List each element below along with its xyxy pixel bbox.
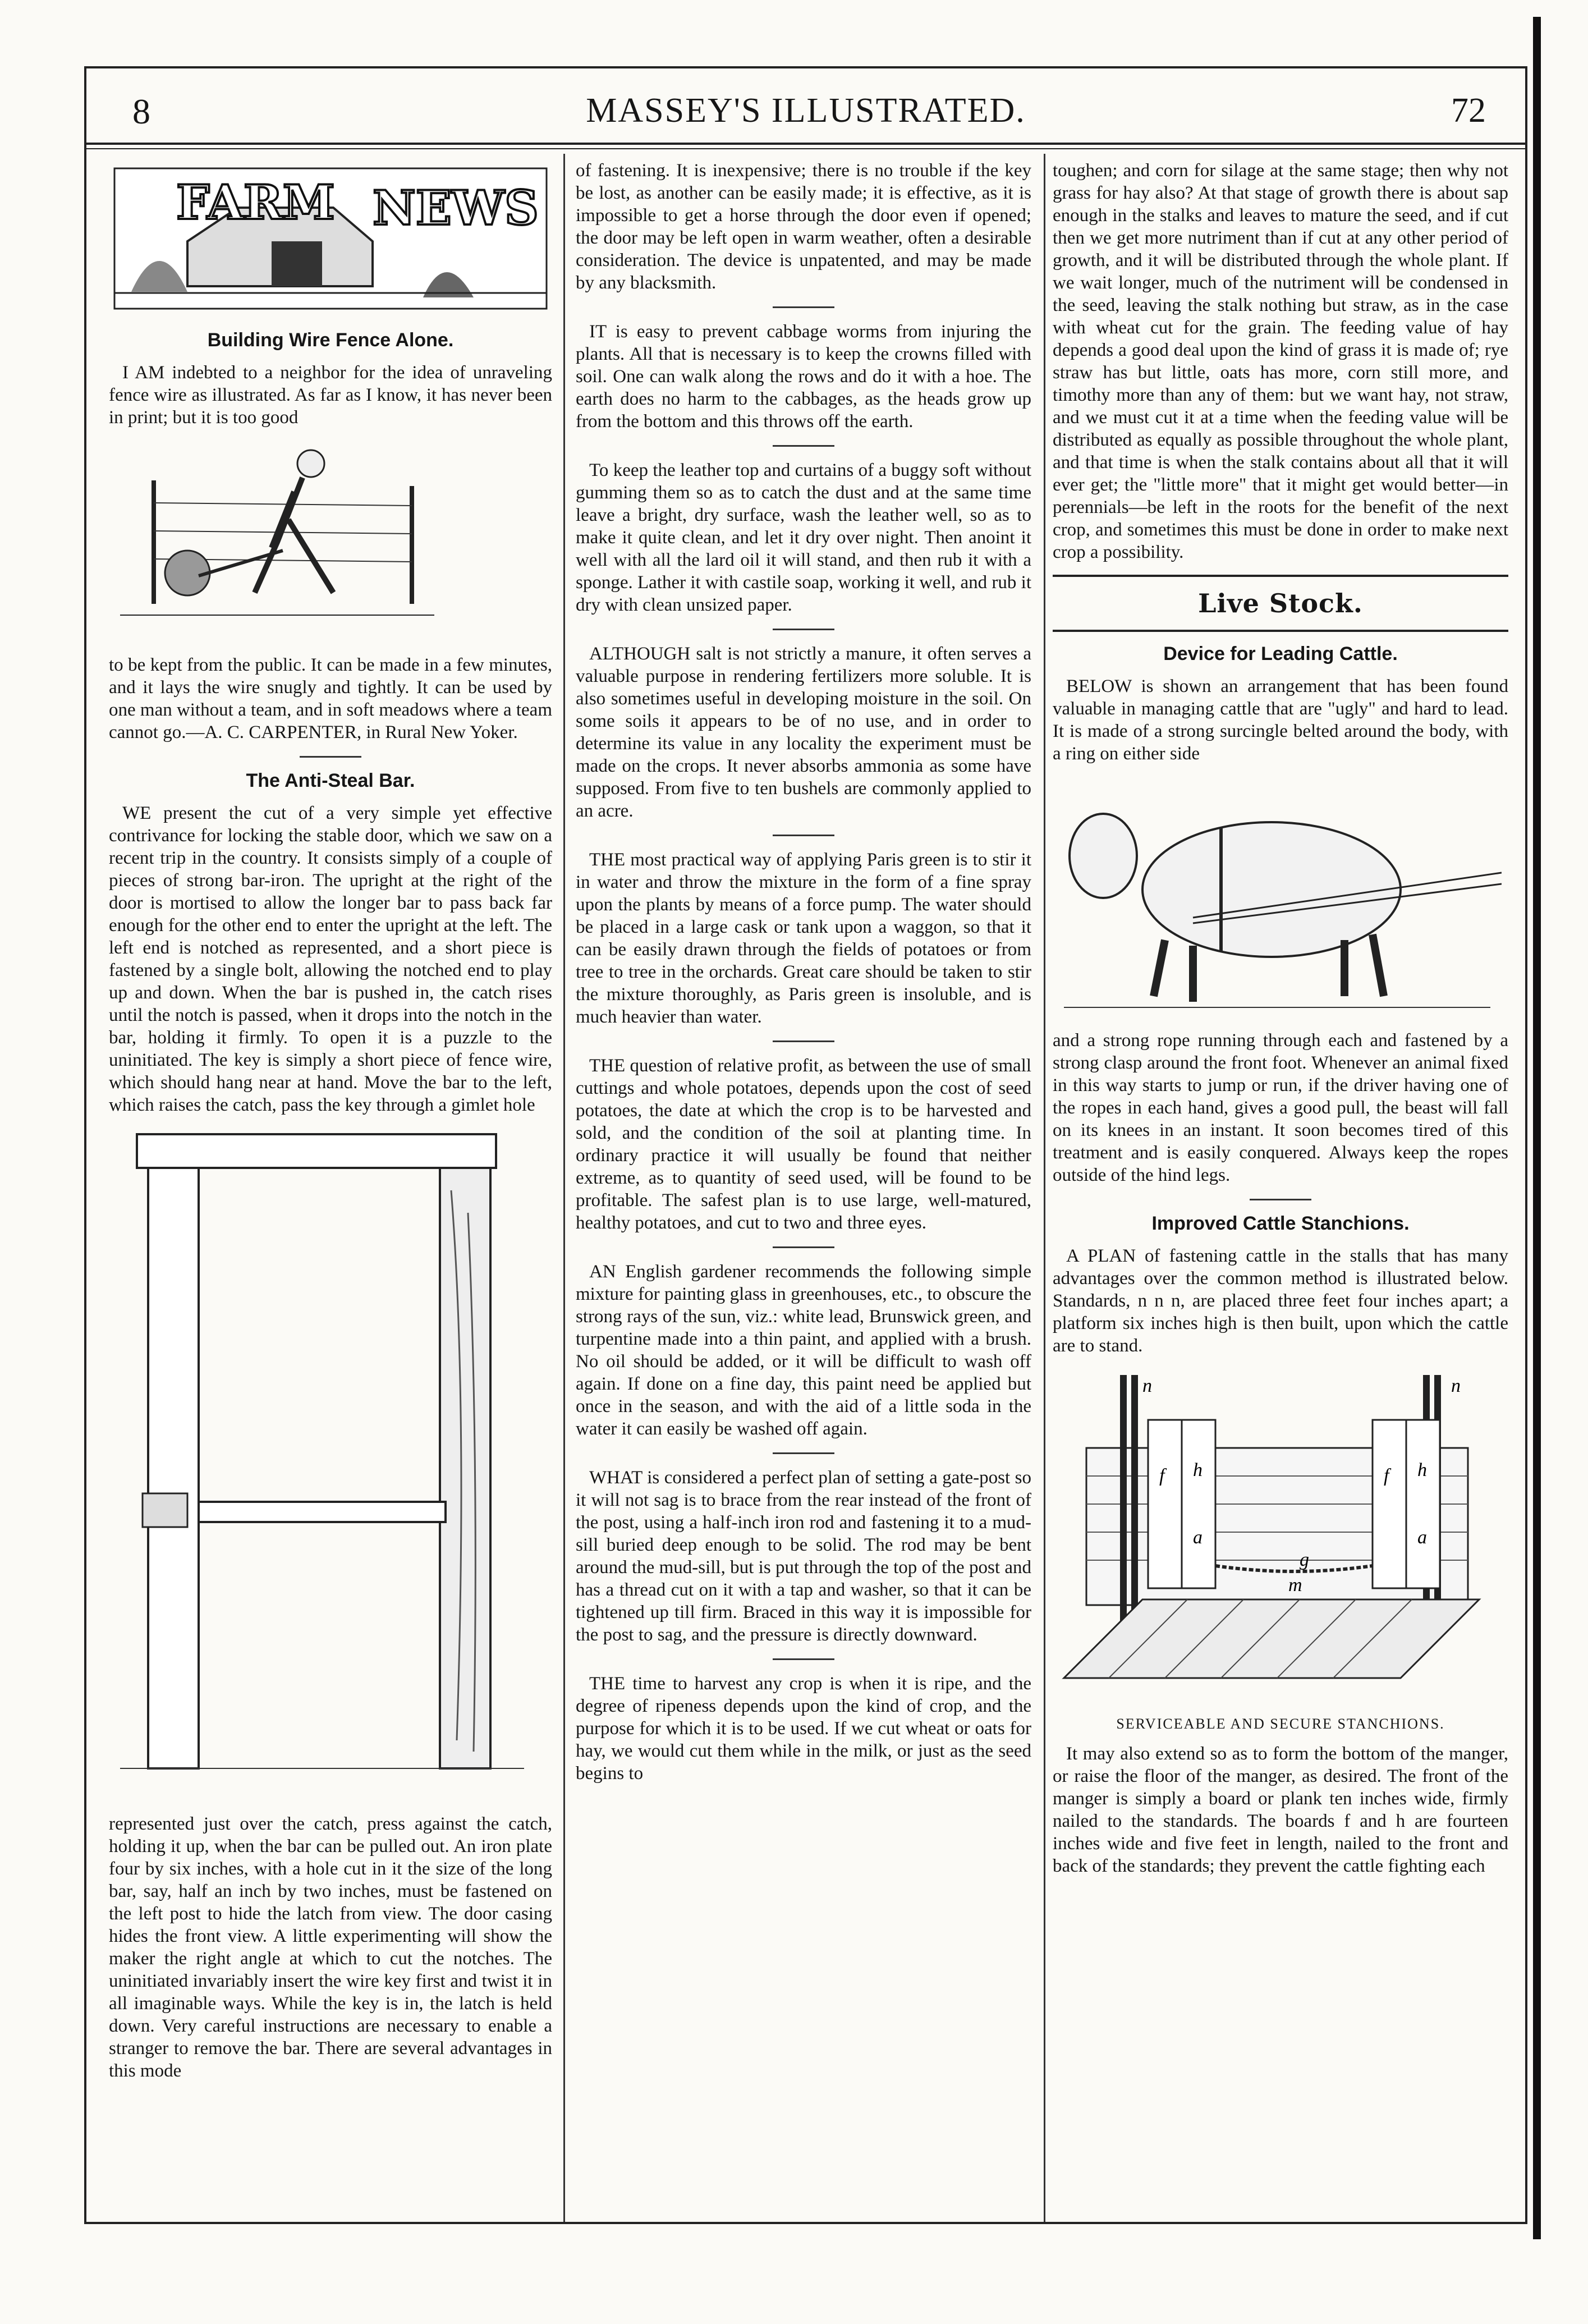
column-3 (1053, 159, 1508, 2210)
divider (773, 1246, 834, 1248)
text-stanchions-1: A PLAN of fastening cattle in the stalls that has many advantages over the common method is illustrated below. Standards, n n n, are placed three feet four inches apart; a platform six inches high is then built, upon which the cattle are to stand. (1053, 1246, 1508, 1356)
stanchions-illustration (1053, 1364, 1502, 1700)
divider (300, 756, 361, 758)
stanchions-caption: SERVICEABLE AND SECURE STANCHIONS. (1116, 1716, 1445, 1732)
text-salt: ALTHOUGH salt is not strictly a manure, it often serves a valuable purpose in rendering fertilizers more soluble. It is also sometimes useful in developing moisture in the soil. On some soils it appears to be of no use, and in order to determine its value in any locality the experiment must be made on the crops. It never absorbs ammonia as some have supposed. From five to ten bushels are commonly applied to an acre. (576, 644, 1031, 821)
column-rule-1 (563, 154, 565, 2222)
section-rule (1053, 575, 1508, 577)
text-glass-paint: AN English gardener recommends the following simple mixture for painting glass in greenhouses, etc., to obscure the strong rays of the sun, viz.: white lead, Brunswick green, and turpentine made into a thin paint, and applied with a brush. No oil should be added, or it will be difficult to wash off again. If done on a fine day, this paint need be applied but once in the season, and with the aid of a little soda in the water it can easily be washed off again. (576, 1262, 1031, 1439)
headline-cattle-stanchions: Improved Cattle Stanchions. (1151, 1213, 1410, 1234)
headline-anti-steal-bar: The Anti-Steal Bar. (246, 770, 415, 791)
label-n2: n (1451, 1376, 1461, 1396)
page-edge-bar (1533, 17, 1541, 2239)
label-a1: a (1193, 1527, 1203, 1548)
text-stanchions-2: It may also extend so as to form the bottom of the manger, or raise the floor of the manger, as desired. The front of the manger is simply a board or plank ten inches wide, firmly nailed to the standards. The boards f and h are fourteen inches wide and five feet in length, nailed to the front and back of the standards; they prevent the cattle fighting each (1053, 1744, 1508, 1876)
divider (773, 306, 834, 308)
anti-steal-bar-illustration (109, 1123, 535, 1802)
divider (773, 629, 834, 630)
text-cabbage-worms: IT is easy to prevent cabbage worms from injuring the plants. All that is necessary is to keep the crowns filled with soil. One can walk along the rows and do it with a hoe. The earth does no harm to the cabbages, as the heads grow up from the bottom and this throws off the earth. (576, 322, 1031, 432)
text-hay-grass: toughen; and corn for silage at the same stage; then why not grass for hay also? At that stage of growth there is about sap enough in the stalks and leaves to mature the seed, and if cut then we get more nutriment than if cut at any other period of growth, and it will be distributed through the whole plant. If we wait longer, much of the nutriment will be condensed in the seed, leaving the stalk nothing but straw, as in the case with wheat cut for the grain. The feeding value of hay depends a good deal upon the kind of grass it is made of; rye straw has but little, oats has more, corn still more, and timothy more than any of them: but we want hay, not straw, and we must cut it at a time when the feeding value will be distributed as equally as possible throughout the whole plant, and that time is when the stalk contains about all that it will ever get; the "little more" that it might get would better—in perennials—be left in the roots for the benefit of the next crop, and sometimes this must be done in order to make next crop a possibility. (1053, 161, 1508, 562)
text-paris-green: THE most practical way of applying Paris green is to stir it in water and throw the mixture in the form of a fine spray upon the plants by means of a force pump. The water should be placed in a large cask or tank upon a waggon, so that it can be easily drawn through the fields of potatoes or from tree to tree in the orchards. Great care should be taken to stir the mixture thoroughly, as Paris green is insoluble, and is much heavier than water. (576, 850, 1031, 1027)
text-gate-post: WHAT is considered a perfect plan of setting a gate-post so it will not sag is to brace from the rear instead of the front of the post, using a half-inch iron rod and fastening it to a mud-sill buried deep enough to be solid. The rod may be bent around the mud-sill, but is put through the top of the post and has a thread cut on it with a tap and washer, so that it can be tightened up till firm. Braced in this way it is impossible for the post to sag, and the pressure is directly downward. (576, 1468, 1031, 1645)
column-2 (576, 159, 1031, 2210)
label-g: g (1300, 1550, 1309, 1570)
header-rule (86, 143, 1525, 145)
text-anti-steal-1: WE present the cut of a very simple yet effective contrivance for locking the stable door, which we saw on a recent trip in the country. It consists simply of a couple of pieces of strong bar-iron. The upright at the right of the door is mortised to allow the longer bar to pass back far enough for the other end to enter the upright at the left. The left end is notched as represented, and a short piece is fastened by a single bolt, allowing the notched end to play up and down. When the bar is pushed in, the catch rises until the notch is passed, when it drops into the notch in the bar, holding it firmly. To open it is a puzzle to the uninitiated. The key is simply a short piece of fence wire, which should hang near at hand. Move the bar to the left, which raises the catch, pass the key through a gimlet hole (109, 803, 552, 1115)
divider (1250, 1199, 1311, 1200)
farm-news-masthead (109, 163, 552, 314)
publication-title: MASSEY'S ILLUSTRATED. (586, 91, 1026, 130)
label-m: m (1288, 1575, 1302, 1596)
text-wire-fence-1: I AM indebted to a neighbor for the idea of unraveling fence wire as illustrated. As far as I know, it has never been in print; but it is too good (109, 363, 552, 428)
label-h1: h (1193, 1460, 1203, 1480)
text-wire-fence-2: to be kept from the public. It can be made in a few minutes, and it lays the wire snugly and tightly. It can be used by one man without a team, and in soft meadows where a team cannot go.—A. C. CARPENTER, in Rural New Yoker. (109, 655, 552, 742)
label-n1: n (1142, 1376, 1152, 1396)
masthead-farm: FARM (176, 175, 335, 230)
header-rule-thin (86, 148, 1525, 149)
label-f1: f (1159, 1465, 1165, 1486)
text-buggy-leather: To keep the leather top and curtains of a buggy soft without gumming them so as to catch the dust and at the same time leave a bright, dry surface, wash the leather well, so as to make it quite clean, and let it dry over night. Then anoint it well with all the lard oil it will stand, and then rub it with a sponge. Lather it with castile soap, working it well, and rub it dry with clean unsized paper. (576, 460, 1031, 615)
divider (773, 1658, 834, 1660)
headline-wire-fence: Building Wire Fence Alone. (207, 329, 454, 351)
section-rule (1053, 630, 1508, 632)
masthead-news: NEWS (373, 180, 539, 236)
text-fastening: of fastening. It is inexpensive; there is no trouble if the key be lost, as another can be easily made; it is effective, as it is impossible to get a horse through the door even if opened; the door may be left open in warm weather, often a desirable consideration. The device is unpatented, and may be made by any blacksmith. (576, 161, 1031, 293)
divider (773, 1452, 834, 1454)
cattle-leading-illustration (1053, 772, 1502, 1019)
column-rule-2 (1044, 154, 1045, 2222)
column-1 (109, 159, 552, 2210)
divider (773, 1040, 834, 1042)
divider (773, 445, 834, 447)
text-harvest: THE time to harvest any crop is when it is ripe, and the degree of ripeness depends upon the kind of crop, and the purpose for which it is to be used. If we cut wheat or oats for hay, we would cut them while in the milk, or just as the seed begins to (576, 1674, 1031, 1784)
text-potatoes: THE question of relative profit, as between the use of small cuttings and whole potatoes, depends upon the cost of seed potatoes, the date at which the crop is to be harvested and sold, and the condition of the soil at planting time. In ordinary practice it will usually be found that neither extreme, as to quantity of seed used, will be found to be profitable. The safest plan is to use large, well-matured, healthy potatoes, and cut to two and three eyes. (576, 1056, 1031, 1233)
text-leading-cattle-1: BELOW is shown an arrangement that has been found valuable in managing cattle that are "ugly" and hard to lead. It is made of a strong surcingle belted around the body, with a ring on either side (1053, 676, 1508, 764)
headline-leading-cattle: Device for Leading Cattle. (1163, 643, 1398, 664)
divider (773, 835, 834, 836)
label-f2: f (1384, 1465, 1389, 1486)
wire-fence-illustration (109, 436, 446, 643)
page-number-left: 8 (132, 91, 150, 131)
label-a2: a (1417, 1527, 1427, 1548)
label-h2: h (1417, 1460, 1427, 1480)
section-heading-live-stock: Live Stock. (1198, 588, 1363, 618)
page-number-right: 72 (1451, 91, 1486, 130)
newspaper-page (84, 66, 1527, 2224)
text-leading-cattle-2: and a strong rope running through each and fastened by a strong clasp around the front foot. Whenever an animal fixed in this way starts to jump or run, if the driver having one of the ropes in each hand, gives a good pull, the beast will fall on its knees in an instant. It soon becomes tired of this treatment and is easily conquered. Always keep the ropes outside of the hind legs. (1053, 1030, 1508, 1185)
text-anti-steal-2: represented just over the catch, press against the catch, holding it up, when the bar can be pulled out. An iron plate four by six inches, with a hole cut in it the size of the long bar, say, half an inch by two inches, must be fastened on the left post to hide the latch from view. The door casing hides the front view. A little experimenting will show the maker the right angle at which to cut the notches. The uninitiated invariably insert the wire key first and twist it in all imaginable ways. While the key is in, the latch is held down. Very careful instructions are necessary to enable a stranger to remove the bar. There are several advantages in this mode (109, 1814, 552, 2081)
page-header (86, 89, 1525, 145)
